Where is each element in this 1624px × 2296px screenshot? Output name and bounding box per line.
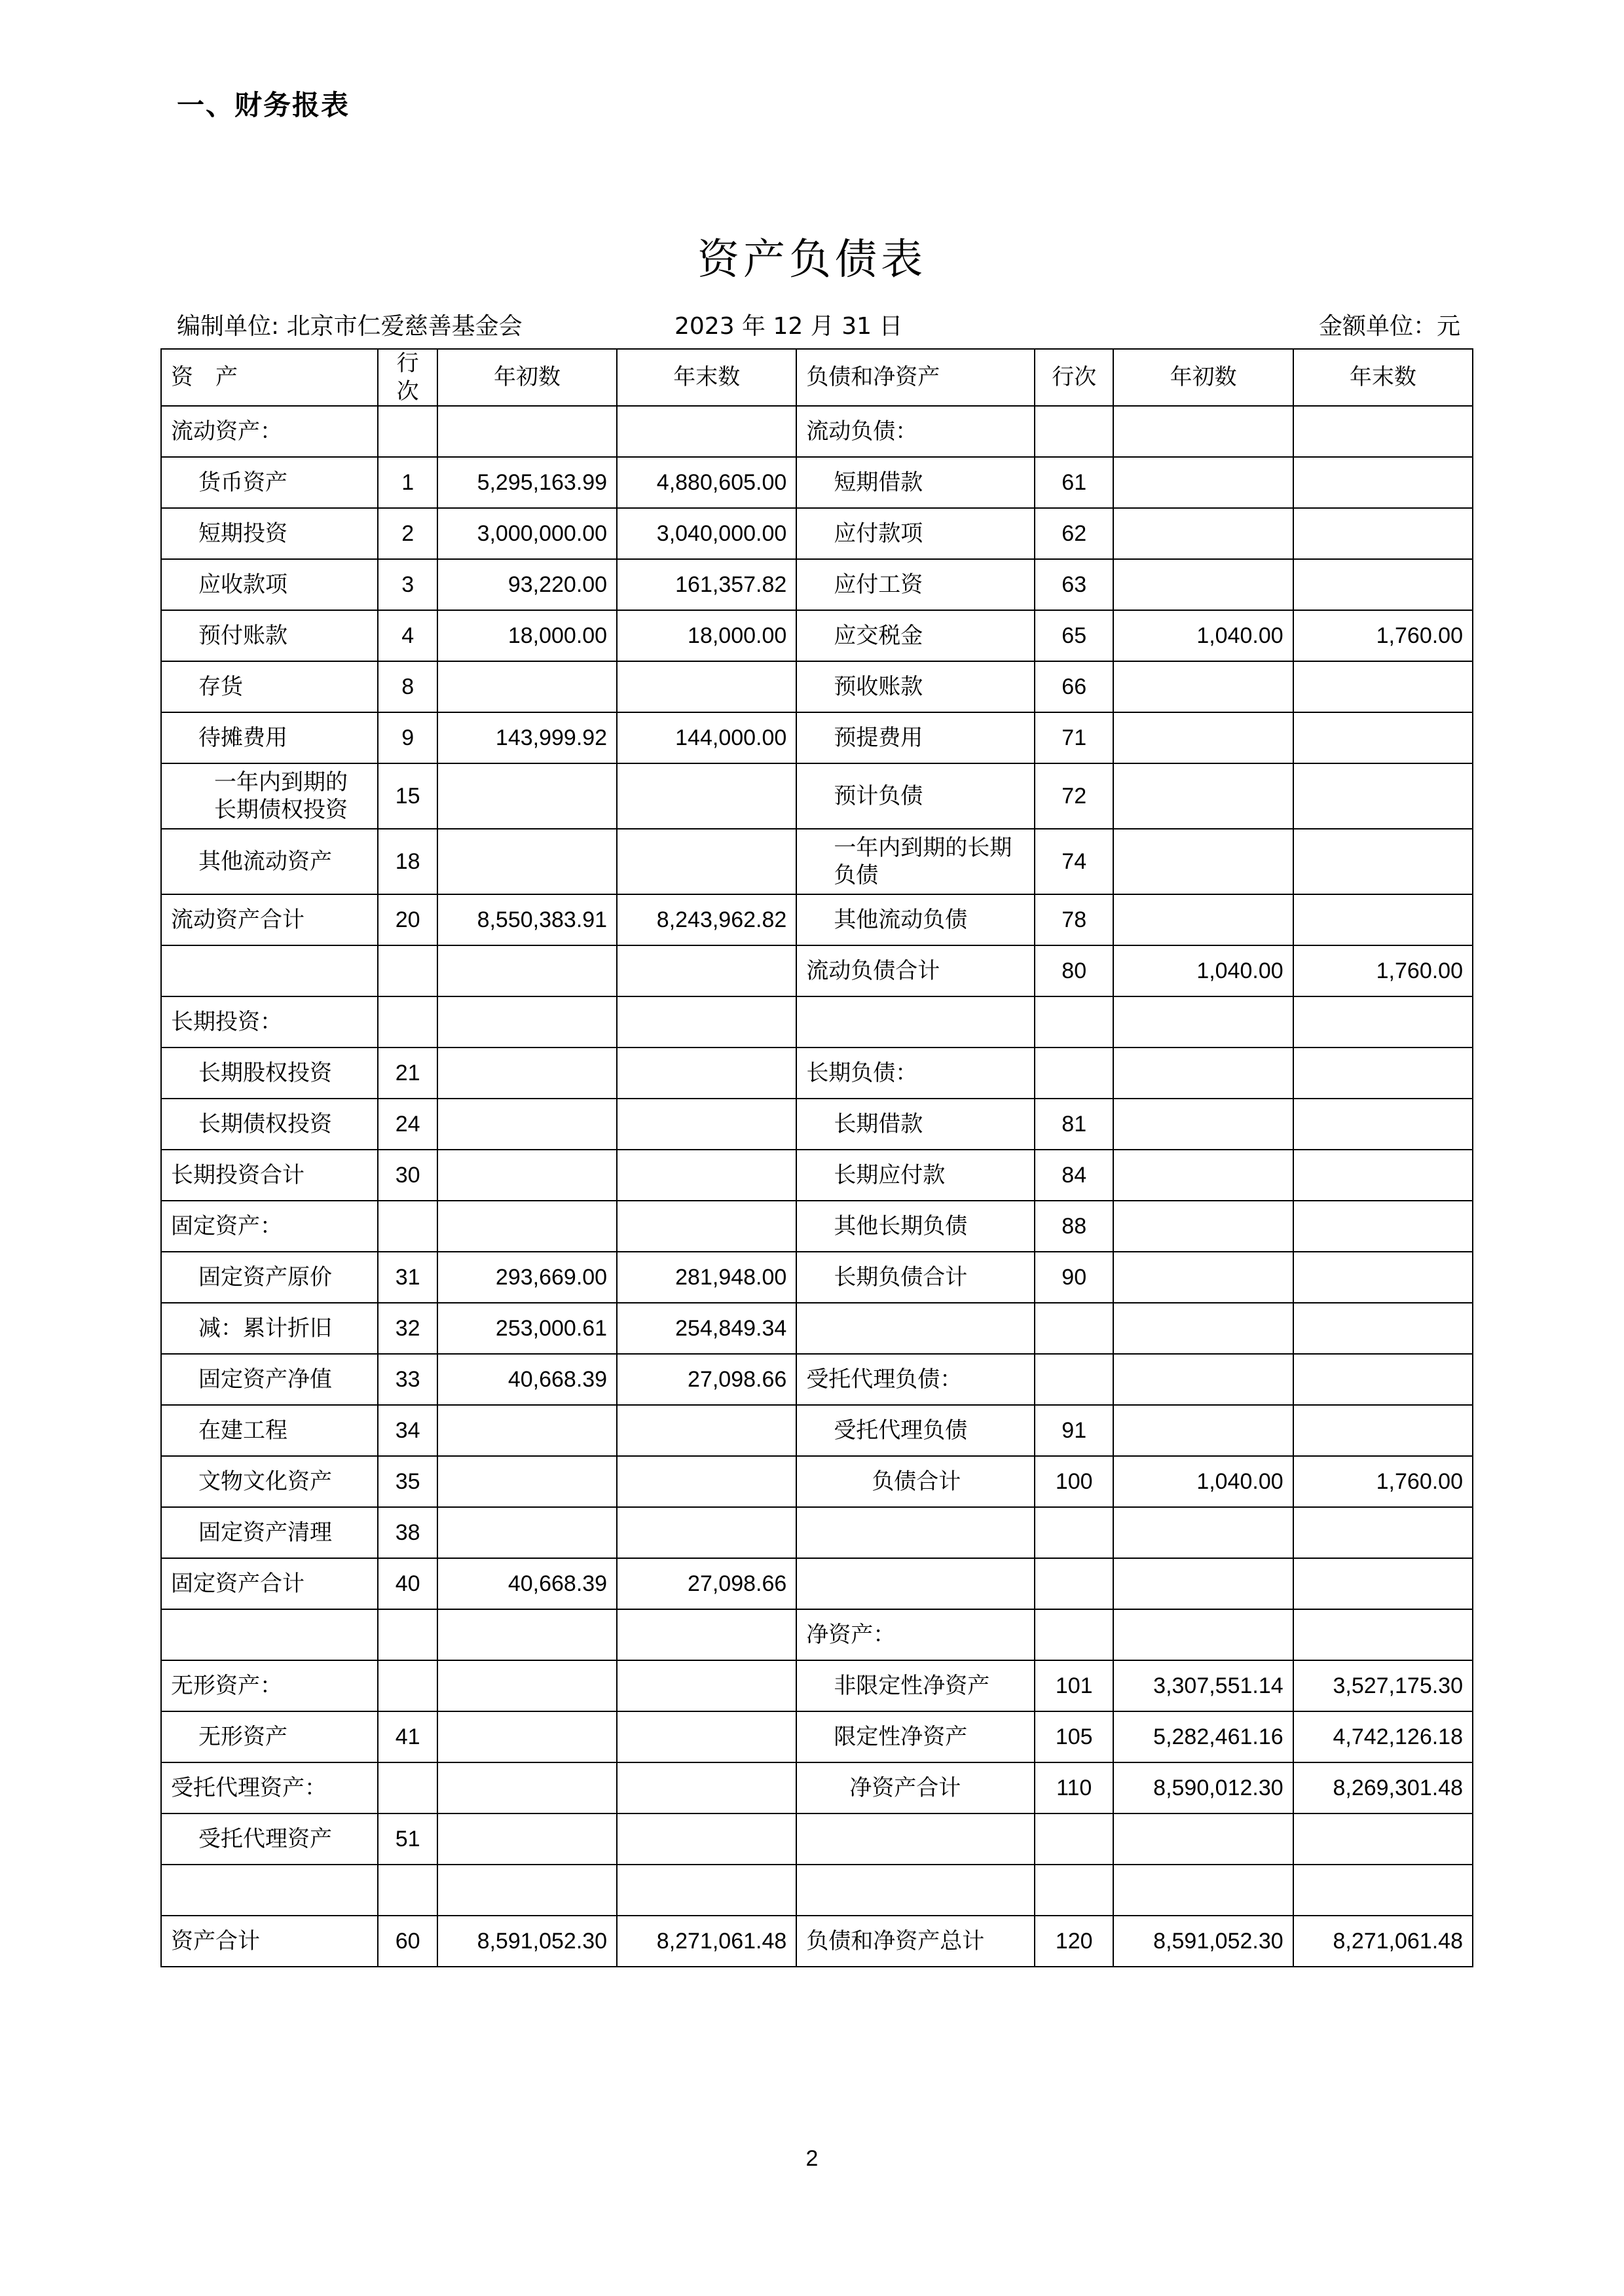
asset-begin-amount <box>437 1711 617 1762</box>
asset-label: 流动资产： <box>161 406 378 457</box>
asset-end-amount <box>617 1660 796 1711</box>
asset-end-amount <box>617 1048 796 1099</box>
asset-end-amount: 144,000.00 <box>617 712 796 763</box>
liability-label: 负债合计 <box>796 1456 1035 1507</box>
table-row <box>161 406 1473 457</box>
asset-line-no: 60 <box>378 1916 437 1967</box>
liability-begin-amount: 1,040.00 <box>1113 1456 1293 1507</box>
table-row <box>161 1405 1473 1456</box>
asset-begin-amount <box>437 661 617 712</box>
liability-end-amount <box>1293 508 1473 559</box>
currency-unit: 金额单位：元 <box>1318 313 1460 340</box>
liability-begin-amount <box>1113 508 1293 559</box>
liability-end-amount <box>1293 1252 1473 1303</box>
liability-label: 应付工资 <box>796 559 1035 610</box>
liability-end-amount: 8,269,301.48 <box>1293 1762 1473 1813</box>
liability-begin-amount <box>1113 1865 1293 1916</box>
asset-begin-amount <box>437 1762 617 1813</box>
liability-line-no <box>1035 1354 1114 1405</box>
asset-begin-amount: 93,220.00 <box>437 559 617 610</box>
table-row <box>161 945 1473 996</box>
liability-begin-amount <box>1113 1813 1293 1865</box>
report-title: 资产负债表 <box>697 236 927 284</box>
liability-label: 长期应付款 <box>796 1150 1035 1201</box>
asset-line-no: 2 <box>378 508 437 559</box>
asset-label: 预付账款 <box>161 610 378 661</box>
asset-label: 长期投资： <box>161 996 378 1048</box>
liability-end-amount <box>1293 1201 1473 1252</box>
liability-label: 其他长期负债 <box>796 1201 1035 1252</box>
liability-line-no <box>1035 1609 1114 1660</box>
asset-begin-amount: 18,000.00 <box>437 610 617 661</box>
liability-label: 限定性净资产 <box>796 1711 1035 1762</box>
asset-line-no: 1 <box>378 457 437 508</box>
asset-line-no: 18 <box>378 829 437 894</box>
table-row <box>161 1609 1473 1660</box>
table-row <box>161 1150 1473 1201</box>
header-begin-right: 年初数 <box>1113 349 1293 406</box>
asset-line-no: 3 <box>378 559 437 610</box>
reporting-organization: 编制单位: 北京市仁爱慈善基金会 <box>177 313 523 340</box>
liability-begin-amount <box>1113 1303 1293 1354</box>
asset-begin-amount <box>437 1865 617 1916</box>
liability-line-no: 120 <box>1035 1916 1114 1967</box>
table-row <box>161 508 1473 559</box>
liability-line-no: 80 <box>1035 945 1114 996</box>
asset-end-amount <box>617 1813 796 1865</box>
asset-line-no: 30 <box>378 1150 437 1201</box>
liability-label: 预计负债 <box>796 763 1035 829</box>
table-row <box>161 763 1473 829</box>
asset-line-no: 9 <box>378 712 437 763</box>
liability-end-amount <box>1293 457 1473 508</box>
table-row <box>161 1660 1473 1711</box>
liability-label <box>796 1813 1035 1865</box>
asset-label: 固定资产原价 <box>161 1252 378 1303</box>
balance-sheet-table <box>160 348 1473 1967</box>
asset-begin-amount: 293,669.00 <box>437 1252 617 1303</box>
liability-begin-amount: 8,590,012.30 <box>1113 1762 1293 1813</box>
liability-label <box>796 1558 1035 1609</box>
liability-begin-amount: 8,591,052.30 <box>1113 1916 1293 1967</box>
asset-label: 短期投资 <box>161 508 378 559</box>
asset-line-no <box>378 1660 437 1711</box>
report-date: 2023 年 12 月 31 日 <box>674 313 903 340</box>
liability-label: 净资产： <box>796 1609 1035 1660</box>
asset-begin-amount <box>437 1609 617 1660</box>
liability-end-amount <box>1293 763 1473 829</box>
asset-end-amount: 4,880,605.00 <box>617 457 796 508</box>
liability-line-no: 90 <box>1035 1252 1114 1303</box>
table-row <box>161 1916 1473 1967</box>
asset-end-amount <box>617 1150 796 1201</box>
asset-line-no: 41 <box>378 1711 437 1762</box>
header-asset: 资 产 <box>161 349 378 406</box>
asset-label: 减：累计折旧 <box>161 1303 378 1354</box>
table-row <box>161 1865 1473 1916</box>
asset-end-amount <box>617 829 796 894</box>
liability-begin-amount <box>1113 406 1293 457</box>
asset-begin-amount <box>437 1099 617 1150</box>
asset-line-no <box>378 945 437 996</box>
asset-end-amount <box>617 1762 796 1813</box>
table-row <box>161 1762 1473 1813</box>
header-begin: 年初数 <box>437 349 617 406</box>
liability-begin-amount <box>1113 829 1293 894</box>
liability-label <box>796 1303 1035 1354</box>
header-end-right: 年末数 <box>1293 349 1473 406</box>
asset-end-amount <box>617 945 796 996</box>
asset-begin-amount <box>437 996 617 1048</box>
asset-begin-amount <box>437 406 617 457</box>
liability-begin-amount: 5,282,461.16 <box>1113 1711 1293 1762</box>
asset-label: 固定资产： <box>161 1201 378 1252</box>
asset-label: 流动资产合计 <box>161 894 378 945</box>
asset-line-no <box>378 1762 437 1813</box>
asset-line-no: 8 <box>378 661 437 712</box>
asset-line-no <box>378 1609 437 1660</box>
asset-label: 固定资产净值 <box>161 1354 378 1405</box>
liability-begin-amount <box>1113 1150 1293 1201</box>
table-row <box>161 457 1473 508</box>
liability-begin-amount <box>1113 1354 1293 1405</box>
asset-end-amount <box>617 1711 796 1762</box>
liability-end-amount: 1,760.00 <box>1293 945 1473 996</box>
asset-label: 受托代理资产 <box>161 1813 378 1865</box>
liability-begin-amount <box>1113 661 1293 712</box>
asset-begin-amount: 5,295,163.99 <box>437 457 617 508</box>
asset-line-no: 20 <box>378 894 437 945</box>
liability-line-no <box>1035 406 1114 457</box>
liability-end-amount <box>1293 1558 1473 1609</box>
liability-line-no <box>1035 1507 1114 1558</box>
asset-begin-amount: 40,668.39 <box>437 1354 617 1405</box>
asset-line-no: 35 <box>378 1456 437 1507</box>
liability-end-amount <box>1293 406 1473 457</box>
asset-begin-amount <box>437 1048 617 1099</box>
asset-end-amount <box>617 1201 796 1252</box>
liability-begin-amount <box>1113 1507 1293 1558</box>
liability-end-amount <box>1293 1048 1473 1099</box>
liability-begin-amount <box>1113 1048 1293 1099</box>
asset-label: 存货 <box>161 661 378 712</box>
liability-line-no: 84 <box>1035 1150 1114 1201</box>
table-row <box>161 1456 1473 1507</box>
liability-label: 预提费用 <box>796 712 1035 763</box>
liability-label: 流动负债合计 <box>796 945 1035 996</box>
liability-begin-amount <box>1113 712 1293 763</box>
asset-label: 货币资产 <box>161 457 378 508</box>
asset-line-no: 38 <box>378 1507 437 1558</box>
asset-label: 受托代理资产： <box>161 1762 378 1813</box>
liability-line-no <box>1035 1303 1114 1354</box>
asset-end-amount <box>617 763 796 829</box>
liability-line-no <box>1035 996 1114 1048</box>
liability-line-no <box>1035 1558 1114 1609</box>
asset-label: 长期债权投资 <box>161 1099 378 1150</box>
table-row <box>161 610 1473 661</box>
liability-label: 应交税金 <box>796 610 1035 661</box>
asset-label: 无形资产 <box>161 1711 378 1762</box>
asset-end-amount <box>617 996 796 1048</box>
asset-label <box>161 945 378 996</box>
liability-line-no: 110 <box>1035 1762 1114 1813</box>
liability-begin-amount <box>1113 1099 1293 1150</box>
asset-end-amount <box>617 1609 796 1660</box>
liability-begin-amount <box>1113 763 1293 829</box>
header-end: 年末数 <box>617 349 796 406</box>
liability-label: 负债和净资产总计 <box>796 1916 1035 1967</box>
liability-label: 预收账款 <box>796 661 1035 712</box>
liability-line-no: 72 <box>1035 763 1114 829</box>
liability-label: 应付款项 <box>796 508 1035 559</box>
section-heading: 一、财务报表 <box>177 89 350 121</box>
liability-begin-amount <box>1113 1609 1293 1660</box>
liability-line-no: 61 <box>1035 457 1114 508</box>
liability-label: 流动负债： <box>796 406 1035 457</box>
liability-begin-amount <box>1113 559 1293 610</box>
liability-line-no: 62 <box>1035 508 1114 559</box>
liability-end-amount <box>1293 1865 1473 1916</box>
asset-line-no: 34 <box>378 1405 437 1456</box>
liability-label: 非限定性净资产 <box>796 1660 1035 1711</box>
table-row <box>161 829 1473 894</box>
liability-begin-amount: 1,040.00 <box>1113 610 1293 661</box>
asset-line-no: 15 <box>378 763 437 829</box>
table-row <box>161 1813 1473 1865</box>
asset-end-amount: 8,243,962.82 <box>617 894 796 945</box>
liability-line-no: 105 <box>1035 1711 1114 1762</box>
liability-end-amount <box>1293 1609 1473 1660</box>
asset-line-no: 21 <box>378 1048 437 1099</box>
liability-line-no: 78 <box>1035 894 1114 945</box>
liability-end-amount <box>1293 829 1473 894</box>
asset-begin-amount <box>437 1813 617 1865</box>
table-row <box>161 1711 1473 1762</box>
page-number: 2 <box>805 2146 819 2171</box>
asset-label: 应收款项 <box>161 559 378 610</box>
asset-line-no: 31 <box>378 1252 437 1303</box>
asset-label: 其他流动资产 <box>161 829 378 894</box>
asset-label: 无形资产： <box>161 1660 378 1711</box>
asset-begin-amount <box>437 1201 617 1252</box>
liability-label: 受托代理负债 <box>796 1405 1035 1456</box>
liability-label: 长期负债合计 <box>796 1252 1035 1303</box>
asset-line-no <box>378 1201 437 1252</box>
asset-end-amount <box>617 661 796 712</box>
asset-end-amount: 27,098.66 <box>617 1558 796 1609</box>
table-row <box>161 712 1473 763</box>
asset-end-amount <box>617 406 796 457</box>
liability-begin-amount <box>1113 1405 1293 1456</box>
liability-label: 长期借款 <box>796 1099 1035 1150</box>
table-row <box>161 559 1473 610</box>
asset-end-amount <box>617 1507 796 1558</box>
asset-begin-amount <box>437 1660 617 1711</box>
table-row <box>161 1558 1473 1609</box>
liability-end-amount: 4,742,126.18 <box>1293 1711 1473 1762</box>
asset-label: 资产合计 <box>161 1916 378 1967</box>
asset-line-no <box>378 406 437 457</box>
asset-end-amount: 254,849.34 <box>617 1303 796 1354</box>
table-row <box>161 996 1473 1048</box>
asset-end-amount: 18,000.00 <box>617 610 796 661</box>
asset-label <box>161 1609 378 1660</box>
liability-line-no <box>1035 1048 1114 1099</box>
liability-end-amount <box>1293 996 1473 1048</box>
asset-end-amount: 27,098.66 <box>617 1354 796 1405</box>
asset-begin-amount <box>437 1456 617 1507</box>
liability-end-amount <box>1293 1303 1473 1354</box>
liability-line-no: 88 <box>1035 1201 1114 1252</box>
liability-line-no: 91 <box>1035 1405 1114 1456</box>
asset-line-no: 40 <box>378 1558 437 1609</box>
liability-label <box>796 1507 1035 1558</box>
asset-begin-amount <box>437 1507 617 1558</box>
asset-end-amount <box>617 1865 796 1916</box>
liability-line-no: 74 <box>1035 829 1114 894</box>
liability-end-amount: 8,271,061.48 <box>1293 1916 1473 1967</box>
asset-line-no: 24 <box>378 1099 437 1150</box>
liability-begin-amount <box>1113 894 1293 945</box>
liability-label: 长期负债： <box>796 1048 1035 1099</box>
liability-end-amount <box>1293 1150 1473 1201</box>
asset-label: 固定资产清理 <box>161 1507 378 1558</box>
asset-end-amount: 281,948.00 <box>617 1252 796 1303</box>
liability-end-amount <box>1293 712 1473 763</box>
table-row <box>161 1507 1473 1558</box>
liability-begin-amount <box>1113 1252 1293 1303</box>
header-liability: 负债和净资产 <box>796 349 1035 406</box>
balance-sheet-body <box>161 349 1473 1967</box>
asset-begin-amount: 8,550,383.91 <box>437 894 617 945</box>
liability-label: 一年内到期的长期负债 <box>796 829 1035 894</box>
asset-label: 在建工程 <box>161 1405 378 1456</box>
asset-label: 文物文化资产 <box>161 1456 378 1507</box>
liability-label: 净资产合计 <box>796 1762 1035 1813</box>
liability-begin-amount <box>1113 996 1293 1048</box>
table-row <box>161 1252 1473 1303</box>
table-row <box>161 1048 1473 1099</box>
liability-line-no: 101 <box>1035 1660 1114 1711</box>
liability-begin-amount <box>1113 1558 1293 1609</box>
asset-begin-amount: 253,000.61 <box>437 1303 617 1354</box>
liability-line-no: 81 <box>1035 1099 1114 1150</box>
asset-label: 一年内到期的长期债权投资 <box>161 763 378 829</box>
liability-line-no: 63 <box>1035 559 1114 610</box>
liability-end-amount <box>1293 1354 1473 1405</box>
liability-begin-amount: 1,040.00 <box>1113 945 1293 996</box>
asset-label <box>161 1865 378 1916</box>
liability-end-amount: 1,760.00 <box>1293 610 1473 661</box>
table-row <box>161 1303 1473 1354</box>
liability-label: 受托代理负债： <box>796 1354 1035 1405</box>
header-line-no: 行次 <box>378 349 437 406</box>
asset-label: 固定资产合计 <box>161 1558 378 1609</box>
liability-end-amount <box>1293 1099 1473 1150</box>
liability-line-no: 66 <box>1035 661 1114 712</box>
liability-end-amount <box>1293 1507 1473 1558</box>
asset-begin-amount <box>437 945 617 996</box>
liability-end-amount: 3,527,175.30 <box>1293 1660 1473 1711</box>
liability-end-amount <box>1293 559 1473 610</box>
asset-line-no: 51 <box>378 1813 437 1865</box>
asset-begin-amount <box>437 1150 617 1201</box>
liability-label: 其他流动负债 <box>796 894 1035 945</box>
asset-label: 待摊费用 <box>161 712 378 763</box>
asset-line-no <box>378 1865 437 1916</box>
asset-end-amount <box>617 1405 796 1456</box>
asset-begin-amount: 143,999.92 <box>437 712 617 763</box>
liability-begin-amount <box>1113 457 1293 508</box>
liability-label <box>796 1865 1035 1916</box>
liability-end-amount <box>1293 1813 1473 1865</box>
liability-line-no: 100 <box>1035 1456 1114 1507</box>
asset-begin-amount: 8,591,052.30 <box>437 1916 617 1967</box>
liability-end-amount: 1,760.00 <box>1293 1456 1473 1507</box>
asset-begin-amount: 40,668.39 <box>437 1558 617 1609</box>
liability-begin-amount <box>1113 1201 1293 1252</box>
asset-end-amount: 8,271,061.48 <box>617 1916 796 1967</box>
asset-begin-amount <box>437 763 617 829</box>
asset-begin-amount <box>437 1405 617 1456</box>
asset-end-amount: 161,357.82 <box>617 559 796 610</box>
asset-label: 长期投资合计 <box>161 1150 378 1201</box>
liability-label: 短期借款 <box>796 457 1035 508</box>
asset-line-no: 4 <box>378 610 437 661</box>
asset-line-no <box>378 996 437 1048</box>
asset-end-amount: 3,040,000.00 <box>617 508 796 559</box>
liability-line-no: 65 <box>1035 610 1114 661</box>
asset-line-no: 33 <box>378 1354 437 1405</box>
liability-line-no <box>1035 1813 1114 1865</box>
header-line-no-right: 行次 <box>1035 349 1114 406</box>
liability-end-amount <box>1293 1405 1473 1456</box>
asset-end-amount <box>617 1099 796 1150</box>
liability-end-amount <box>1293 661 1473 712</box>
asset-label: 长期股权投资 <box>161 1048 378 1099</box>
asset-end-amount <box>617 1456 796 1507</box>
asset-line-no: 32 <box>378 1303 437 1354</box>
asset-begin-amount: 3,000,000.00 <box>437 508 617 559</box>
liability-begin-amount: 3,307,551.14 <box>1113 1660 1293 1711</box>
liability-line-no <box>1035 1865 1114 1916</box>
table-row <box>161 661 1473 712</box>
asset-begin-amount <box>437 829 617 894</box>
liability-end-amount <box>1293 894 1473 945</box>
table-row <box>161 1354 1473 1405</box>
header-row <box>161 349 1473 406</box>
liability-line-no: 71 <box>1035 712 1114 763</box>
table-row <box>161 1201 1473 1252</box>
table-row <box>161 1099 1473 1150</box>
liability-label <box>796 996 1035 1048</box>
table-row <box>161 894 1473 945</box>
